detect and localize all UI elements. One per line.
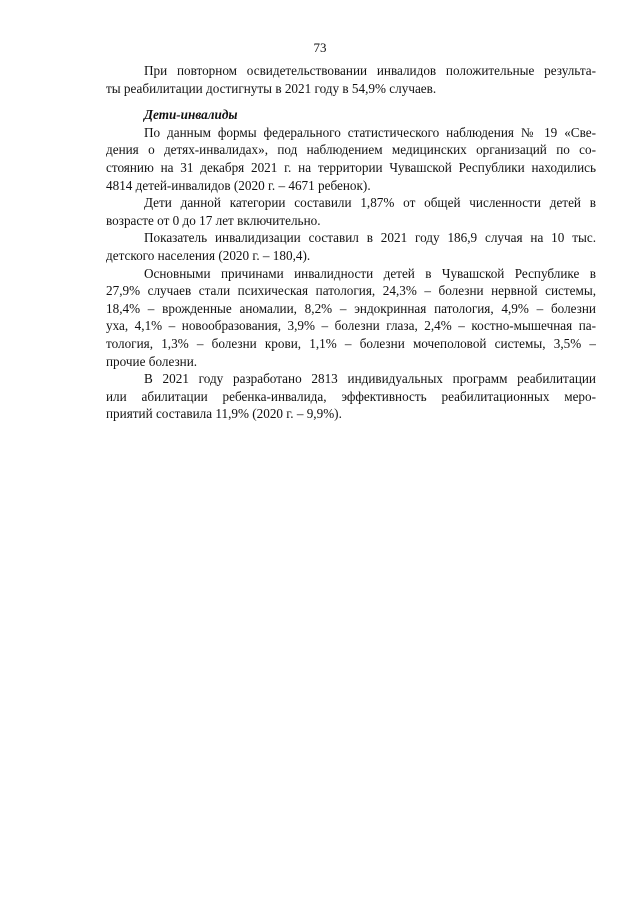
page-number: 73 (313, 40, 327, 55)
document-body (106, 62, 596, 423)
text-line: детского населения (2020 г. – 180,4). (106, 247, 311, 263)
text-line: возрасте от 0 до 17 лет включительно. (106, 212, 321, 228)
text-line: дения о детях-инвалидах», под наблюдением медицинских организаций по со- (106, 142, 596, 158)
paragraph (106, 124, 596, 194)
text-line: 18,4% – врожденные аномалии, 8,2% – эндокринная патология, 4,9% – болезни (106, 300, 596, 316)
paragraph (106, 194, 596, 229)
text-line: Показатель инвалидизации составил в 2021 году 186,9 случая на 10 тыс. (144, 230, 596, 246)
text-line: По данным формы федерального статистического наблюдения № 19 «Све- (144, 124, 596, 140)
text-line: Дети данной категории составили 1,87% от общей численности детей в (144, 195, 596, 211)
paragraph (106, 229, 596, 264)
section-heading (106, 106, 596, 124)
paragraph (106, 265, 596, 371)
heading-text: Дети-инвалиды (144, 107, 238, 123)
paragraph (106, 370, 596, 423)
text-line: приятий составила 11,9% (2020 г. – 9,9%). (106, 406, 342, 422)
text-line: Основными причинами инвалидности детей в Чувашской Республике в (144, 265, 596, 281)
paragraph (106, 62, 596, 97)
text-line: тология, 1,3% – болезни крови, 1,1% – болезни мочеполовой системы, 3,5% – (106, 335, 596, 351)
text-line: или абилитации ребенка-инвалида, эффективность реабилитационных меро- (106, 388, 596, 404)
text-line: 4814 детей-инвалидов (2020 г. – 4671 ребенок). (106, 177, 371, 193)
text-line: 27,9% случаев стали психическая патология, 24,3% – болезни нервной системы, (106, 283, 596, 299)
text-line: прочие болезни. (106, 353, 198, 369)
text-line: При повторном освидетельствовании инвалидов положительные результа- (144, 63, 596, 78)
text-line: В 2021 году разработано 2813 индивидуальных программ реабилитации (144, 371, 596, 387)
text-line: стоянию на 31 декабря 2021 г. на территории Чувашской Республики находились (106, 159, 596, 175)
text-line: уха, 4,1% – новообразования, 3,9% – болезни глаза, 2,4% – костно-мышечная па- (106, 318, 596, 334)
text-line: ты реабилитации достигнуты в 2021 году в 54,9% случаев. (106, 80, 437, 96)
